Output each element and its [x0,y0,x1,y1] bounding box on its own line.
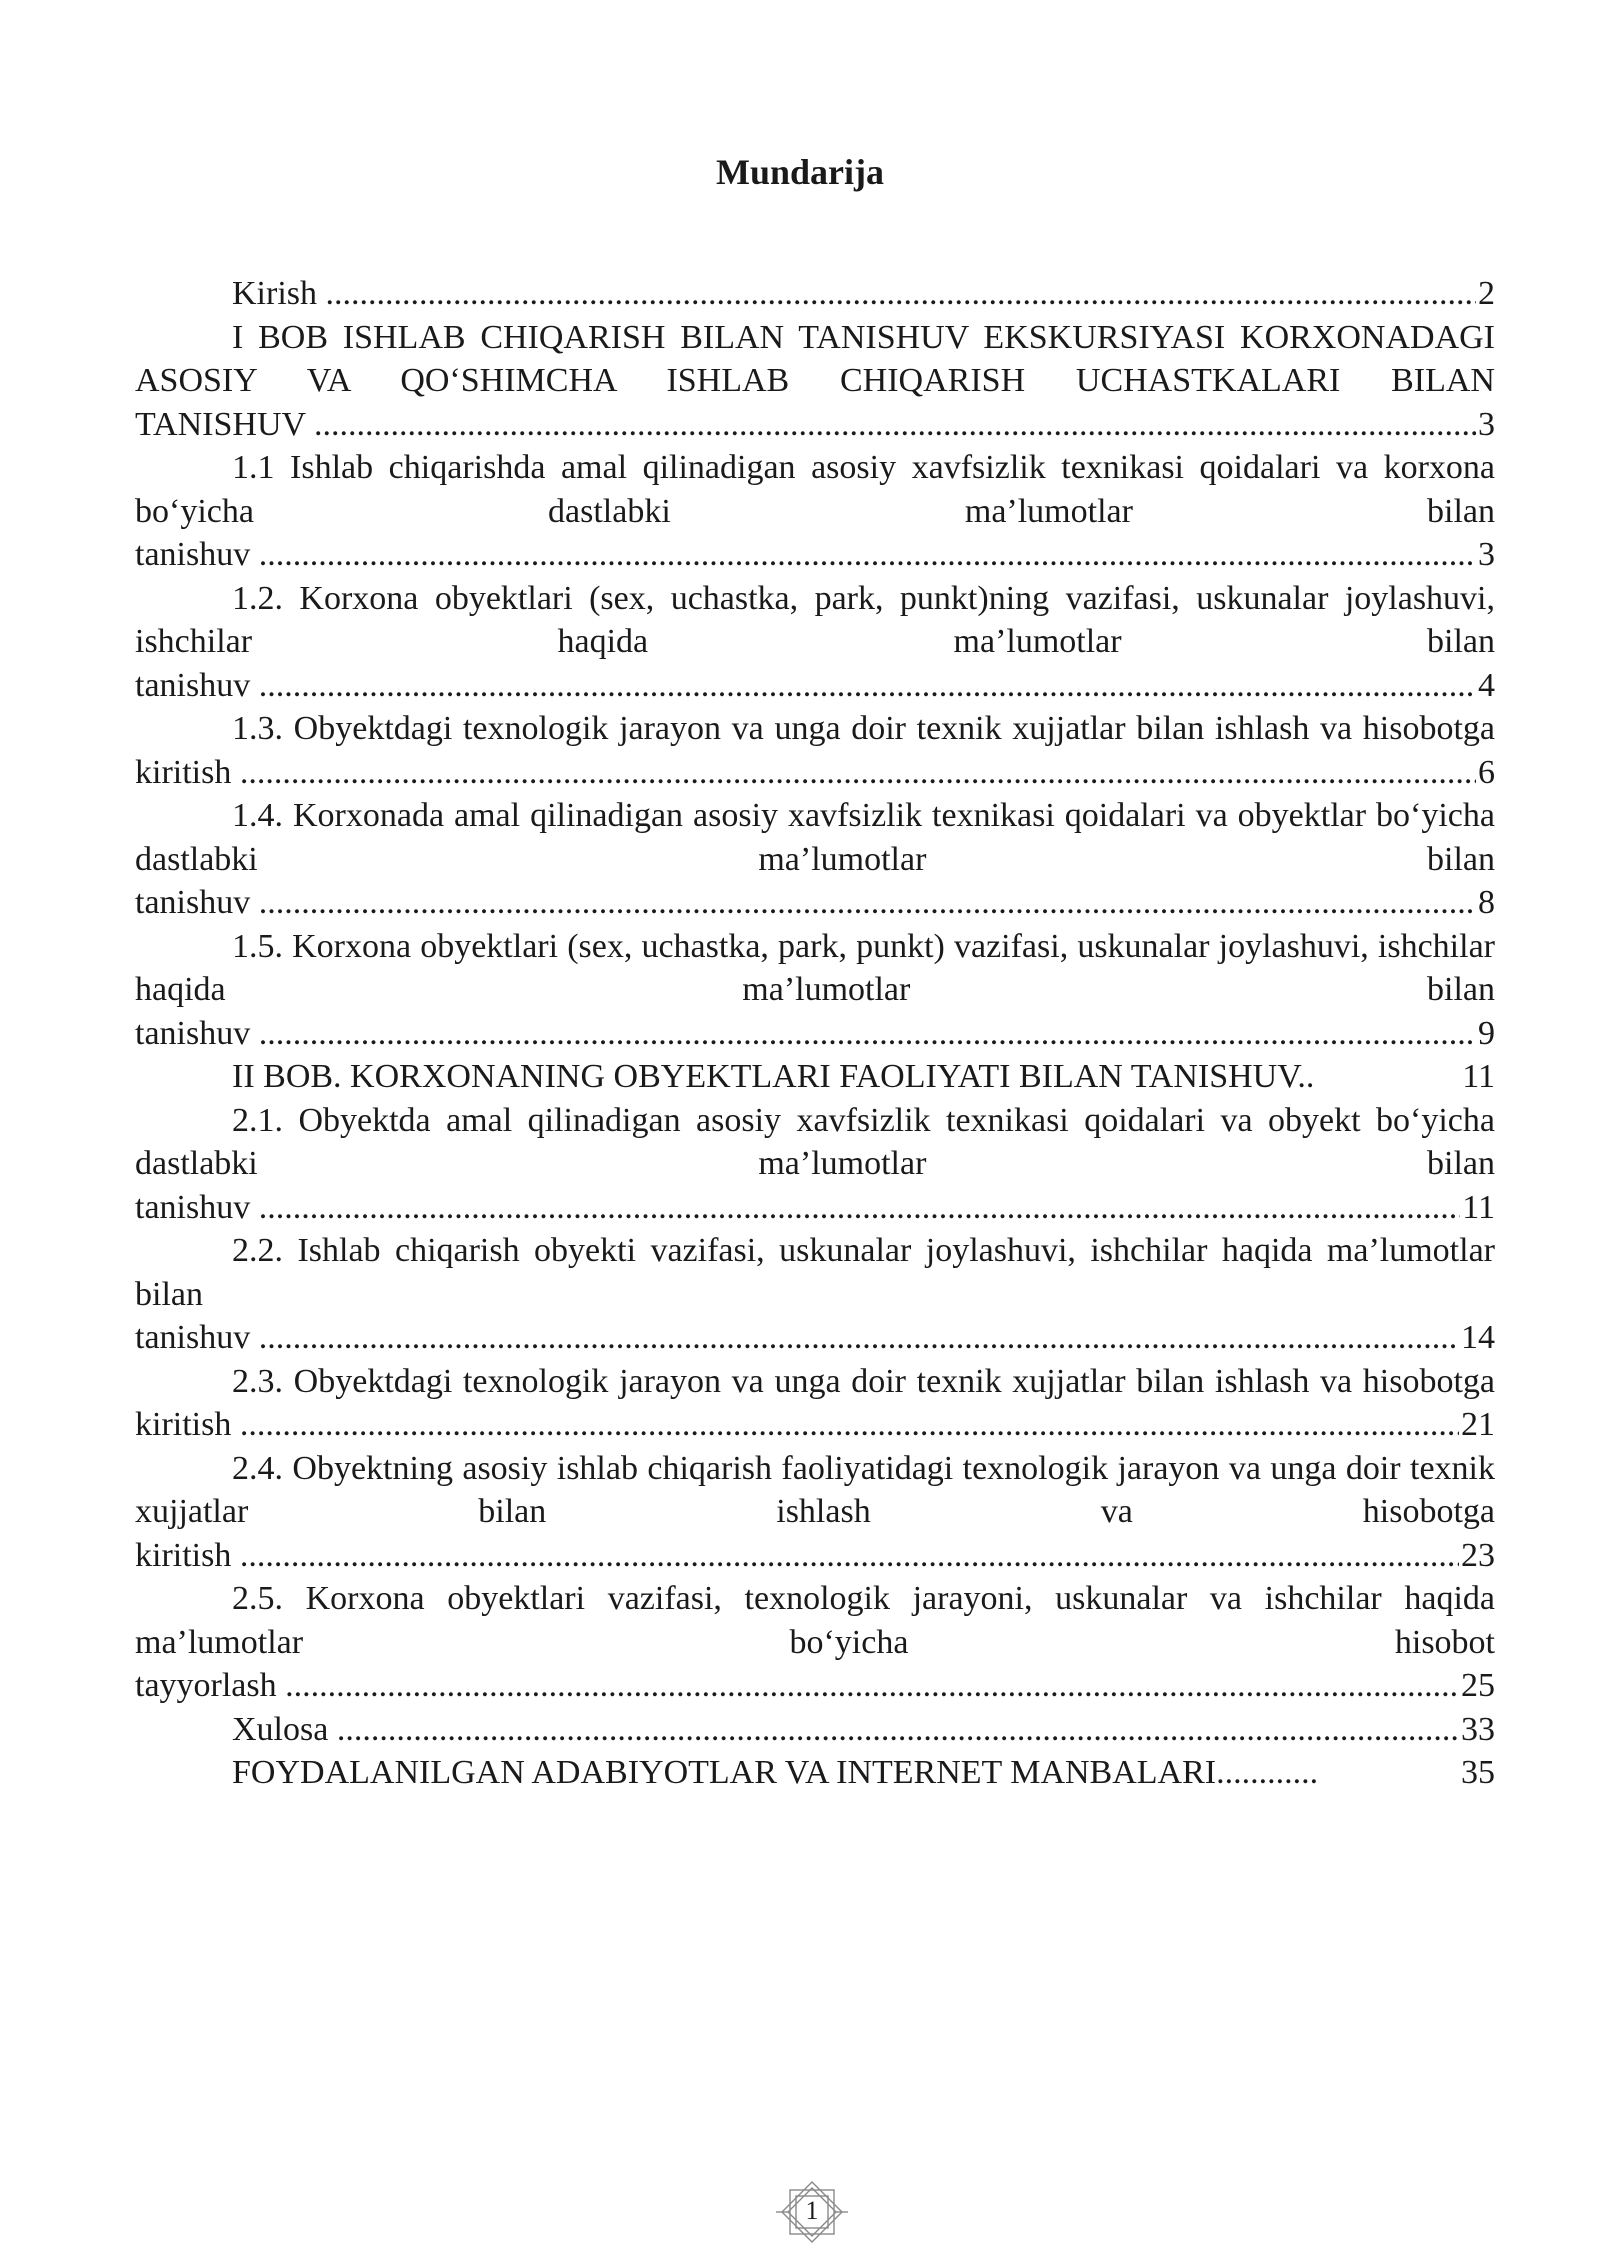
toc-entry [135,1751,1495,1795]
toc-entry-page: 9 [1476,1012,1495,1056]
toc-entry-text: 2.3. Obyektdagi texnologik jarayon va unga doir texnik xujjatlar bilan ishlash va hisobotga kiritish ..... [135,1363,1495,1444]
toc-entry [135,316,1495,447]
toc-entry-text: 1.5. Korxona obyektlari (sex, uchastka, park, punkt) vazifasi, uskunalar joylashuvi, ishchilar haqida ma’lumotlar bilan tanishuv ..... [135,928,1495,1052]
toc-entry-text: 2.4. Obyektning asosiy ishlab chiqarish faoliyatidagi texnologik jarayon va unga doir texnik xujjatlar bilan ishlash va hisobotga kiritish ..... [135,1450,1495,1574]
toc-entry [135,272,1495,316]
toc-entry [135,577,1495,708]
toc-entry [135,1099,1495,1230]
toc-entry-text: FOYDALANILGAN ADABIYOTLAR VA INTERNET MANBALARI............ [232,1754,1319,1791]
toc-entry-text: 1.2. Korxona obyektlari (sex, uchastka, park, punkt)ning vazifasi, uskunalar joylashuvi, ishchilar haqida ma’lumotlar bilan tanishuv ..... [135,580,1495,704]
toc-entry-text: 2.1. Obyektda amal qilinadigan asosiy xavfsizlik texnikasi qoidalari va obyekt bo‘yicha dastlabki ma’lumotlar bilan tanishuv ..... [135,1102,1495,1226]
toc-entry-page: 23 [1459,1534,1495,1578]
toc-entry-page: 33 [1459,1708,1495,1752]
toc-entry-text: Kirish ..... [232,275,1495,312]
toc-entry [135,1229,1495,1360]
toc-entry-text: 1.3. Obyektdagi texnologik jarayon va unga doir texnik xujjatlar bilan ishlash va hisobotga kiritish ..... [135,710,1495,791]
toc-entry-page: 11 [1460,1186,1495,1230]
toc-entry-page: 14 [1459,1316,1495,1360]
toc-entry-page: 3 [1476,403,1495,447]
toc-entry-page: 4 [1476,664,1495,708]
toc-entry-page: 6 [1476,751,1495,795]
toc-entry-page: 35 [1459,1751,1495,1795]
toc-entry-page: 2 [1476,272,1495,316]
toc-entry [135,707,1495,794]
toc-entry [135,1360,1495,1447]
toc-entry [135,1055,1495,1099]
page-title: Mundarija [715,152,884,192]
toc-entry-text: 2.2. Ishlab chiqarish obyekti vazifasi, uskunalar joylashuvi, ishchilar haqida ma’lumotlar bilan tanishuv ..... [135,1232,1495,1356]
toc-entry [135,1447,1495,1578]
toc-entry-text: 1.4. Korxonada amal qilinadigan asosiy xavfsizlik texnikasi qoidalari va obyektlar bo‘yicha dastlabki ma’lumotlar bilan tanishuv ..... [135,797,1495,921]
toc-entry-page: 21 [1459,1403,1495,1447]
toc-entry-text: 1.1 Ishlab chiqarishda amal qilinadigan asosiy xavfsizlik texnikasi qoidalari va korxona bo‘yicha dastlabki ma’lumotlar bilan tanishuv ..... [135,449,1495,573]
toc-entry-page: 8 [1476,881,1495,925]
toc-entry-page: 3 [1476,533,1495,577]
page-number-ornament [772,2180,852,2244]
toc-entry-text: I BOB ISHLAB CHIQARISH BILAN TANISHUV EKSKURSIYASI KORXONADAGI ASOSIY VA QO‘SHIMCHA ISHLAB CHIQARISH UCHASTKALARI BILAN TANISHUV ..... [135,319,1495,443]
toc-entry-text: Xulosa ..... [232,1711,1495,1748]
toc-entry-text: II BOB. KORXONANING OBYEKTLARI FAOLIYATI BILAN TANISHUV.. [232,1058,1315,1095]
page-number: 1 [805,2196,819,2225]
toc-entry-page: 25 [1459,1664,1495,1708]
toc-entry-text: 2.5. Korxona obyektlari vazifasi, texnologik jarayoni, uskunalar va ishchilar haqida ma’lumotlar bo‘yicha hisobot tayyorlash ..... [135,1580,1495,1704]
toc-entry-page: 11 [1460,1055,1495,1099]
toc-entry [135,794,1495,925]
toc-entry [135,1577,1495,1708]
toc-entry [135,1708,1495,1752]
toc-entry [135,446,1495,577]
table-of-contents [135,272,1495,1795]
toc-entry [135,925,1495,1056]
